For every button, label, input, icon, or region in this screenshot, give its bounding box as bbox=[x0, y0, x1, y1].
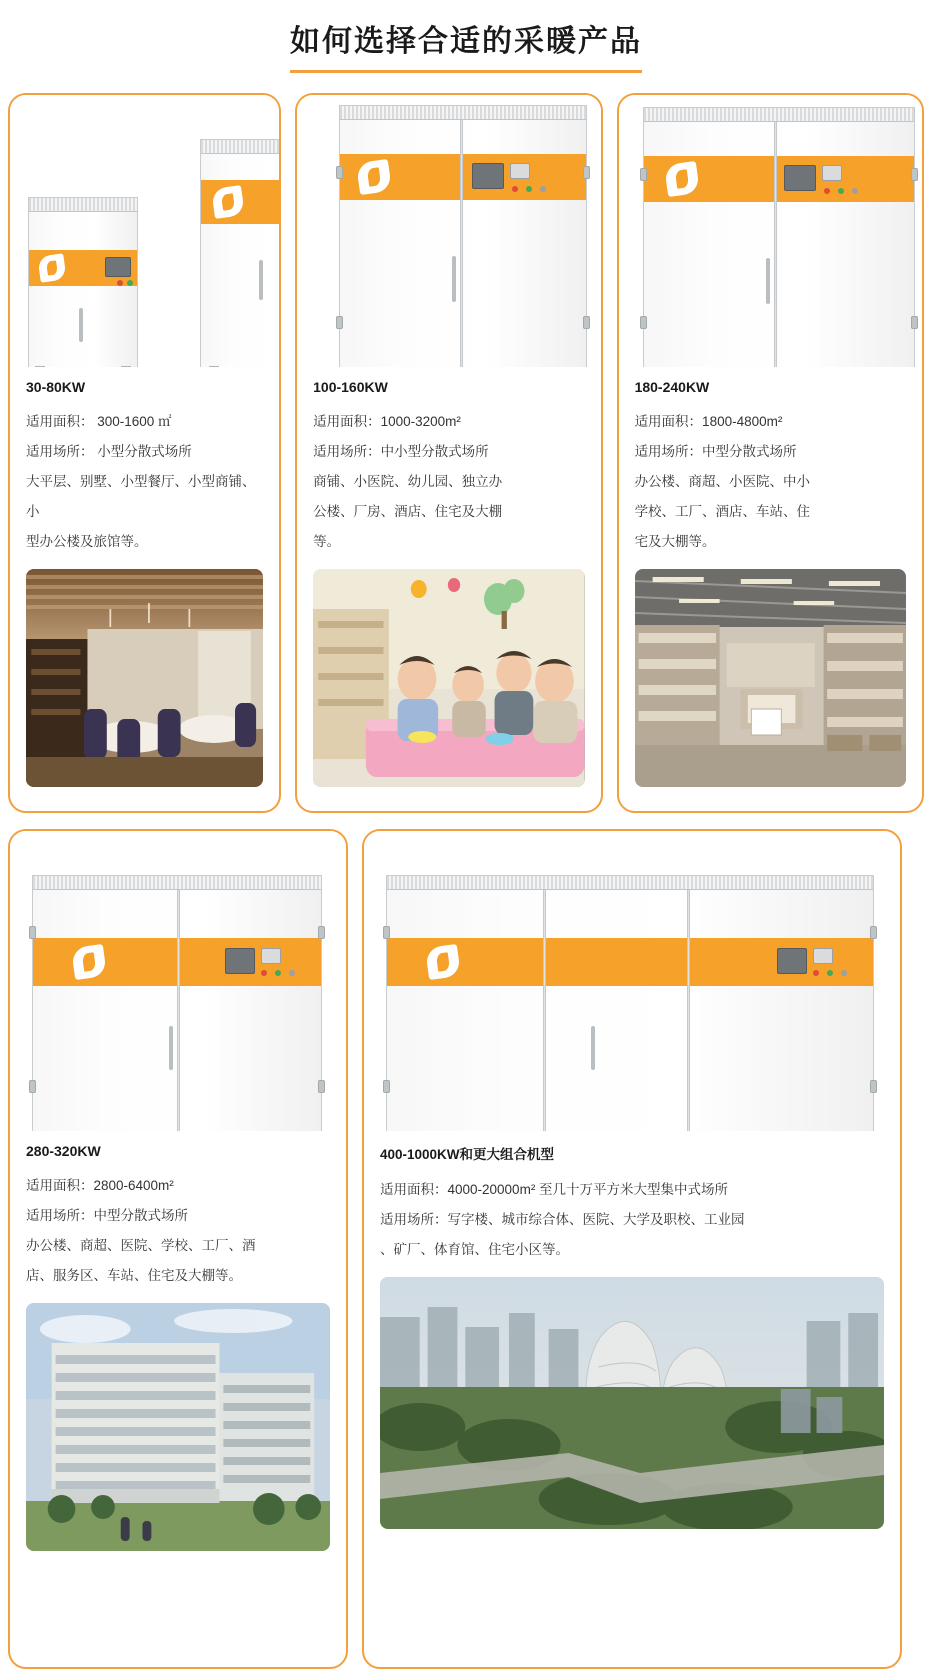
place-line: 适用场所：中型分散式场所 bbox=[26, 1208, 188, 1223]
card-text-5 bbox=[364, 1131, 900, 1265]
product-card-180-240kw[interactable] bbox=[617, 93, 924, 813]
indicator-light-grey bbox=[289, 970, 295, 976]
door-hinge bbox=[911, 316, 918, 329]
card-text-3 bbox=[619, 367, 922, 557]
machine-illustration-4 bbox=[10, 831, 346, 1131]
place-line: 适用场所：中小型分散式场所 bbox=[313, 444, 489, 459]
door-hinge bbox=[383, 926, 390, 939]
indicator-light-red bbox=[261, 970, 267, 976]
detail-line: 办公楼、商超、小医院、中小 bbox=[634, 474, 811, 489]
indicator-light-red bbox=[813, 970, 819, 976]
model-label: 280-320KW bbox=[26, 1143, 101, 1159]
brand-band bbox=[201, 180, 279, 224]
brand-band bbox=[387, 938, 873, 986]
heater-unit bbox=[32, 875, 322, 1131]
brand-logo-icon bbox=[356, 159, 392, 195]
door-handle bbox=[259, 260, 263, 300]
control-switch-panel bbox=[261, 948, 281, 964]
door-hinge bbox=[911, 168, 918, 181]
door-hinge bbox=[640, 316, 647, 329]
supermarket-interior-photo bbox=[635, 569, 906, 787]
area-line: 适用面积：1000-3200m² bbox=[313, 414, 461, 429]
detail-line: 等。 bbox=[313, 534, 341, 549]
detail-line: 宅及大棚等。 bbox=[634, 534, 716, 549]
door-seam bbox=[460, 120, 463, 367]
detail-line: 商铺、小医院、幼儿园、独立办 bbox=[313, 474, 503, 489]
machine-illustration-1 bbox=[10, 95, 279, 367]
door-handle bbox=[452, 256, 456, 302]
unit-leg bbox=[35, 366, 45, 367]
model-label: 100-160KW bbox=[313, 379, 388, 395]
brand-logo-icon bbox=[663, 161, 699, 197]
vent-grille-icon bbox=[387, 876, 873, 890]
control-switch-panel bbox=[813, 948, 833, 964]
control-display-panel bbox=[225, 948, 255, 974]
vent-grille-icon bbox=[201, 140, 279, 154]
brand-logo-icon bbox=[425, 944, 461, 980]
indicator-light-grey bbox=[540, 186, 546, 192]
indicator-light-grey bbox=[841, 970, 847, 976]
vent-grille-icon bbox=[340, 106, 586, 120]
door-hinge bbox=[583, 166, 590, 179]
door-hinge bbox=[336, 166, 343, 179]
place-line: 适用场所： 小型分散式场所 bbox=[26, 444, 192, 459]
door-hinge bbox=[29, 1080, 36, 1093]
detail-line: 、矿厂、体育馆、住宅小区等。 bbox=[380, 1242, 569, 1257]
indicator-light-red bbox=[824, 188, 830, 194]
product-card-280-320kw[interactable] bbox=[8, 829, 348, 1669]
brand-band bbox=[644, 156, 914, 202]
indicator-light-red bbox=[117, 280, 123, 286]
detail-line: 办公楼、商超、医院、学校、工厂、酒 bbox=[26, 1238, 256, 1253]
heater-unit-combined bbox=[386, 875, 874, 1131]
machine-illustration-3 bbox=[619, 95, 922, 367]
door-handle bbox=[169, 1026, 173, 1070]
heater-unit bbox=[643, 107, 915, 367]
door-hinge bbox=[318, 926, 325, 939]
hospital-building-photo bbox=[26, 1303, 330, 1551]
door-handle bbox=[766, 258, 770, 304]
indicator-light-red bbox=[512, 186, 518, 192]
card-text-4 bbox=[10, 1131, 346, 1291]
unit-leg bbox=[121, 366, 131, 367]
door-seam bbox=[543, 890, 546, 1131]
door-hinge bbox=[870, 926, 877, 939]
area-line: 适用面积：4000-20000m² 至几十万平方米大型集中式场所 bbox=[380, 1182, 729, 1197]
city-skyline-photo bbox=[380, 1277, 884, 1529]
card-row-top bbox=[0, 93, 932, 813]
detail-line: 公楼、厂房、酒店、住宅及大棚 bbox=[313, 504, 503, 519]
indicator-light-green bbox=[275, 970, 281, 976]
vent-grille-icon bbox=[33, 876, 321, 890]
door-hinge bbox=[336, 316, 343, 329]
indicator-light-grey bbox=[852, 188, 858, 194]
control-display-panel bbox=[472, 163, 504, 189]
indicator-light-green bbox=[827, 970, 833, 976]
door-hinge bbox=[318, 1080, 325, 1093]
vent-grille-icon bbox=[29, 198, 137, 212]
page-header bbox=[0, 0, 932, 73]
restaurant-interior-photo bbox=[26, 569, 263, 787]
brand-logo-icon bbox=[211, 185, 245, 219]
control-display-panel bbox=[784, 165, 816, 191]
indicator-light-green bbox=[127, 280, 133, 286]
control-display-panel bbox=[777, 948, 807, 974]
door-seam bbox=[177, 890, 180, 1131]
kindergarten-children-photo bbox=[313, 569, 584, 787]
model-label: 180-240KW bbox=[634, 379, 710, 395]
unit-leg bbox=[209, 366, 219, 367]
model-label: 400-1000KW和更大组合机型 bbox=[380, 1147, 555, 1162]
vent-grille-icon bbox=[644, 108, 914, 122]
machine-illustration-2 bbox=[297, 95, 600, 367]
brand-logo-icon bbox=[71, 944, 107, 980]
control-display-panel bbox=[105, 257, 131, 277]
door-handle bbox=[79, 308, 83, 342]
control-switch-panel bbox=[822, 165, 842, 181]
product-card-100-160kw[interactable] bbox=[295, 93, 602, 813]
heater-unit bbox=[339, 105, 587, 367]
product-card-30-80kw[interactable] bbox=[8, 93, 281, 813]
heater-unit-small bbox=[28, 197, 138, 367]
door-handle bbox=[591, 1026, 595, 1070]
product-card-400-1000kw[interactable] bbox=[362, 829, 902, 1669]
model-label: 30-80KW bbox=[26, 379, 86, 395]
place-line: 适用场所：中型分散式场所 bbox=[634, 444, 797, 459]
machine-illustration-5 bbox=[364, 831, 900, 1131]
area-line: 适用面积： 300-1600 ㎡ bbox=[26, 414, 172, 429]
brand-logo-icon bbox=[37, 253, 66, 282]
card-row-bottom bbox=[0, 829, 932, 1669]
door-seam bbox=[687, 890, 690, 1131]
detail-line: 店、服务区、车站、住宅及大棚等。 bbox=[26, 1268, 242, 1283]
door-seam bbox=[774, 122, 777, 367]
control-switch-panel bbox=[510, 163, 530, 179]
area-line: 适用面积：1800-4800m² bbox=[634, 414, 783, 429]
card-text-1 bbox=[10, 367, 279, 557]
detail-line: 学校、工厂、酒店、车站、住 bbox=[634, 504, 811, 519]
area-line: 适用面积：2800-6400m² bbox=[26, 1178, 174, 1193]
detail-line: 大平层、别墅、小型餐厅、小型商铺、小 bbox=[26, 474, 256, 519]
door-hinge bbox=[870, 1080, 877, 1093]
door-hinge bbox=[383, 1080, 390, 1093]
door-hinge bbox=[29, 926, 36, 939]
door-hinge bbox=[640, 168, 647, 181]
heater-unit-large bbox=[200, 139, 279, 367]
detail-line: 型办公楼及旅馆等。 bbox=[26, 534, 148, 549]
brand-band bbox=[29, 250, 137, 286]
brand-band bbox=[340, 154, 586, 200]
door-hinge bbox=[583, 316, 590, 329]
page-title: 如何选择合适的采暖产品 bbox=[290, 16, 642, 73]
indicator-light-green bbox=[526, 186, 532, 192]
card-text-2 bbox=[297, 367, 600, 557]
place-line: 适用场所：写字楼、城市综合体、医院、大学及职校、工业园 bbox=[380, 1212, 745, 1227]
indicator-light-green bbox=[838, 188, 844, 194]
